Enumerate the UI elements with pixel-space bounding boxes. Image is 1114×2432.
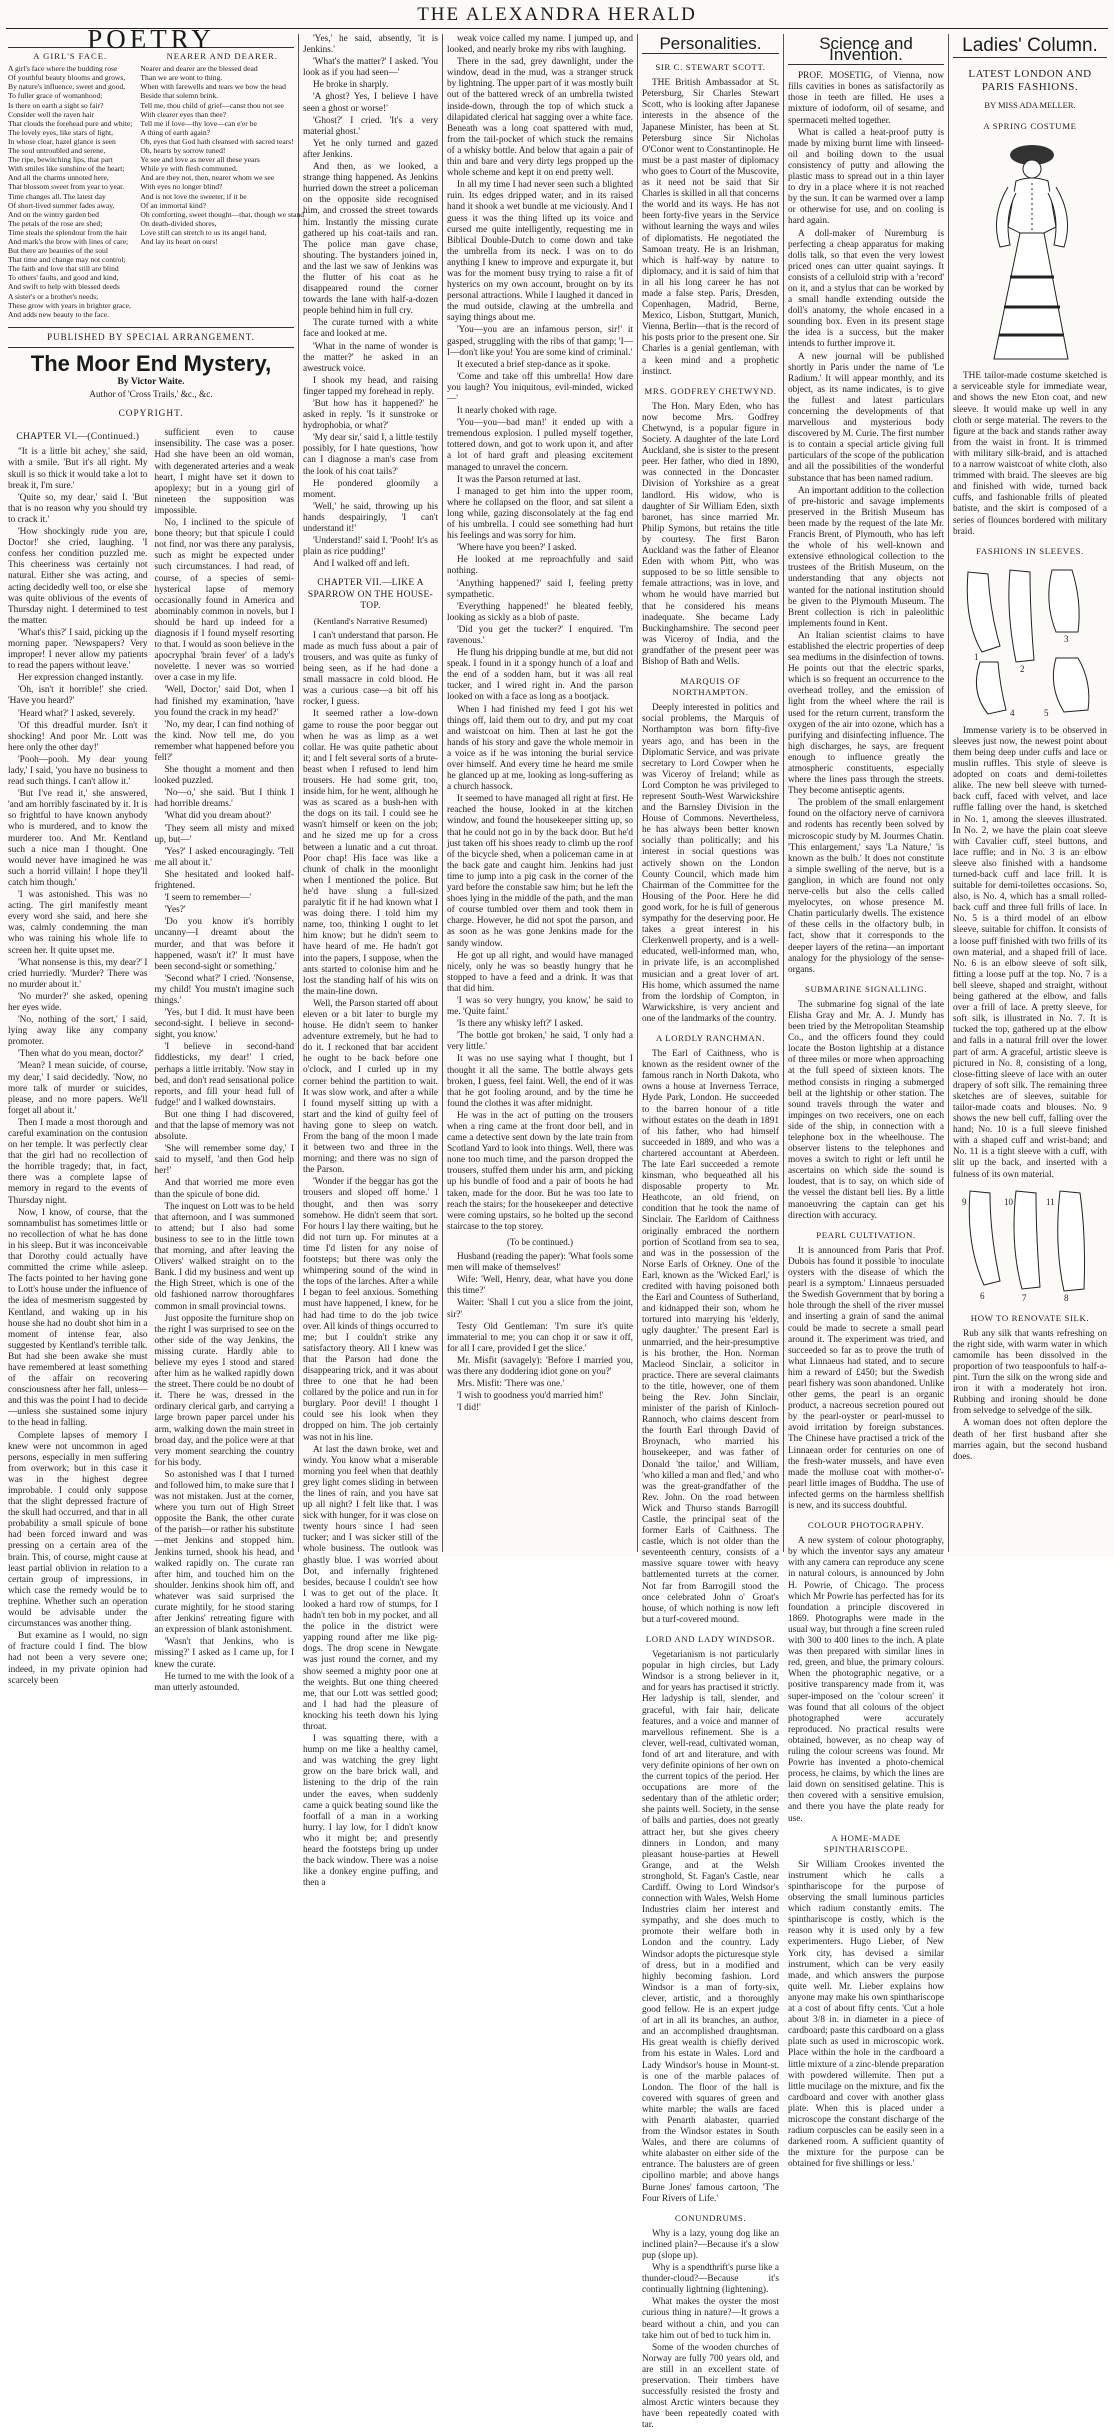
- serial-paragraph: 'Yes?' I asked encouragingly. 'Tell me all about it.': [154, 846, 294, 868]
- serial-paragraph: 'I was astonished. This was no acting. The girl manifestly meant every word she said, and here she was, calmly condemning the man who was raining his whole life to screen her. It quite upset me.: [8, 890, 148, 956]
- article-title: HOW TO RENOVATE SILK.: [970, 1312, 1090, 1323]
- poem-line: With eyes no longer blind?: [140, 182, 223, 192]
- poem-line: Oh, hearts by sorrow tuned!: [140, 146, 226, 156]
- serial-paragraph: Complete lapses of memory I knew were not uncommon in aged persons, especially in men suffering from overwork; but in this case it was in the highest degree improbable. I could only suppose that the slight depressed fracture of the skull had occurred, and that in all probability a small spicule of bone had been forced inward and was pressing on a certain area of the brain. This, of course, might cause at least partial oblivion in relation to a certain group of impressions, in which case the remedy would be to trephine. Whether such an operation would be advisable under the circumstances was another thing.: [8, 1430, 148, 1630]
- masthead-title: THE ALEXANDRA HERALD: [417, 4, 697, 25]
- poem-line: That clouds the forehead pure and white;: [8, 118, 133, 128]
- poem-line: A sister's or a brother's needs;: [8, 291, 99, 301]
- serial-paragraph: 'Mean? I mean suicide, of course, my dear,' I said decidedly. 'Now, no more talk of murder or suicides, please, and no more papers. We'll forget all about it.': [8, 1061, 148, 1116]
- serial-paragraph: 'I believe in second-hand fiddlesticks, my dear!' I cried, perhaps a little irritably. 'Now stay in bed, and don't read sensational police reports, and fill your head full of fudge!' and I walked downstairs.: [154, 1042, 294, 1108]
- poem-line: The soul untroubled and serene,: [8, 146, 106, 156]
- poem-line: A thing of earth again?: [140, 127, 211, 137]
- serial-paragraph: He flung his dripping bundle at me, but did not speak. I found in it a spongy hunch of a loaf and the end of a sodden ham, but it was all real tucker, and I wired right in. And the parson looked on with a face as long as a bootjack.: [447, 648, 633, 703]
- serial-paragraph: 'What in the name of wonder is the matter?' he asked in an awestruck voice.: [303, 341, 438, 374]
- jokes: [447, 1252, 633, 1414]
- article-title: A HOME-MADE SPINTHARISCOPE.: [823, 1832, 909, 1854]
- serial-paragraph: 'Is there any whisky left?' I asked.: [457, 1019, 583, 1030]
- serial-paragraph: 'You—you—bad man!' it ended up with a tremendous explosion. I pulled myself together, tottered down, and got to work upon it, and after a lot of hard graft and pleasing excitement managed to unravel the concern.: [447, 418, 633, 473]
- serial-paragraph: 'No murder?' she asked, opening her eyes wide.: [8, 991, 148, 1013]
- poems: [8, 51, 305, 319]
- serial-paragraph: 'What's the matter?' I asked. 'You look as if you had seen—': [303, 57, 438, 79]
- serial-paragraph: It executed a brief step-dance as it spoke.: [457, 359, 611, 370]
- sleeves-illustration: [960, 562, 1100, 722]
- serial-paragraph: 'Heard what?' I asked, severely.: [18, 708, 135, 719]
- poem-line: To others' faults, and good and kind,: [8, 273, 119, 283]
- poem-line: Love still can stretch to us its angel hand,: [140, 227, 267, 237]
- sleeve-number-label: 11: [1046, 1196, 1055, 1207]
- article-text: A woman does not often deplore the death of her first husband after she marries again, but the second husband does.: [953, 1418, 1107, 1462]
- article-text: The Earl of Caithness, who is known as the resident owner of the famous ranch in North Dakota, who owns a house at Inverness Terrace, Hyde Park, London. He succeeded to the barren honour of a title without estates on the death in 1891 of his father, who had himself succeeded in 1889, and who was a chartered accountant at Aberdeen. The late Earl succeeded a remote kinsman, who bequeathed all his disposable property to Mr. Heathcote, an old friend, on condition that he took the name of Sinclair. The Earldom of Caithness originally embraced the northern portion of Scotland from sea to sea, and was in the possession of the Norse Earls of Orkney. One of the Earl, known as the 'Wicked Earl,' is credited with having poisoned both the Earl and Countess of Sutherland, and kidnapped their son, whom he tortured into marrying his 'elderly, ugly daughter.' The present Earl is unmarried, and the heir-presumptive is his brother, the Hon. Norman Macleod Sinclair, a solicitor in practice. There are several claimants to the title, however, one of them being the Rev. John Sinclair, minister of the parish of Kinloch-Rannoch, who claims descent from the fourth Earl through David of Broynach, who married his housekeeper, and was father of Donald 'the tailor,' and William, 'who killed a man and fled,' and who was the great-grandfather of the Rev. John. On the road between Wick and Thurso stands Barrogill Castle, the principal seat of the former Earls of Caithness. The castle, which is not older than the seventeenth century, consists of a massive square tower with heavy battlemented turrets at the corner. Not far from Barrogill stood the once celebrated John o' Groat's house, of which nothing is now left but a turf-covered mound.: [642, 1049, 779, 1625]
- article-text: Vegetarianism is not particularly popular in high circles, but Lady Windsor is a strong believer in it, and for years has practised it strictly. Her ladyship is tall, slender, and graceful, with fair hair, delicate features, and a voice and manner of marvellous refinement. She is a clever, well-read, cultivated woman, fond of art and literature, and with very definite opinions of her own on the current topics of the period. Her occupations are more of the sedentary than of the athletic order; she paints well. Society, in the sense of balls and parties, does not greatly attract her, but she gives cheery dinners in London, and many pleasant house-parties at Hewell Grange, and at the Welsh stronghold, St. Fagan's Castle, near Cardiff. Owing to Lord Windsor's connection with Wales, Welsh Home Industries claim her interest and sympathy, and she does much to promote their welfare both in London and the country. Lady Windsor adopts the picturesque style of dress, but in a modified and highly becoming fashion. Lord Windsor is a man of forty-six, clever, artistic, and a thoroughly good fellow. He is an expert judge of art in all its branches, an author, and an accomplished draughtsman. His great wealth is chiefly derived from his estate in Wales. Lord and Lady Windsor's house in Mount-st. is one of the marble palaces of London. The floor of the hall is covered with squares of green and white marble; the walls are faced with Penarth alabaster, quarried from the Windsor estates in South Wales, and there are columns of white alabaster on either side of the entrance. The balusters are of green cipollino marble; and above hangs Burne Jones' famous cartoon, 'The Four Rivers of Life.': [642, 1650, 779, 2204]
- article-text: What is called a heat-proof putty is made by mixing burnt lime with linseed-oil and boiling down to the usual consistency of putty and allowing the plastic mass to spread out in a thin layer to dry in a place where it is not reached by the sun. It can be warmed over a lamp or otherwise for use, and on cooling is hard again.: [788, 127, 944, 227]
- serial-paragraph: When I had finished my feed I got his wet things off, laid them out to dry, and put my coat and waistcoat on him. Then at last he got the hands of his story and gave the whole memoir in a voice as if he was intoning the burial service over himself. And every time he heard me smile he glanced up at me, looking as long-suffering as a church hassock.: [447, 704, 633, 793]
- serial-paragraph: 'Anything happened?' said I, feeling pretty sympathetic.: [447, 578, 633, 600]
- serial-paragraph: 'Where have you been?' I asked.: [457, 543, 577, 554]
- serial-paragraph: It was the Parson returned at last.: [457, 474, 581, 485]
- article-text: Rub any silk that wants refreshing on the right side, with warm water in which camomile has been dissolved in the proportion of two teaspoonfuls to half-a-pint. Turn the silk on the wrong side and iron it with a moderately hot iron. Rubbing and ironing should be done from selvedge to selvedge of the silk.: [953, 1328, 1107, 1417]
- serial-paragraph: weak voice called my name. I jumped up, and looked, and nearly broke my ribs with laughing.: [447, 34, 633, 56]
- serial-paragraph: 'I seem to remember—': [164, 893, 252, 904]
- serial-paragraph: 'Ghost?' I cried. 'It's a very material ghost.': [303, 115, 438, 137]
- article-text: A new system of colour photography, by which the inventor says any amateur with any camera can reproduce any scene in natural colours, is announced by John H. Powrie, of Chicago. The process which Mr Powrie has perfected has for its foundation a principle discovered in 1869. Photographs were made in the usual way, but through a fine screen ruled with 300 to 400 lines to the inch. A plate was then prepared with similar lines in red, green, and blue, the primary colours. When the photographic negative, or a positive transparency made from it, was super-imposed on the 'colour screen' it was found that all colours of the object photographed were accurately reproduced. No practical results were obtained, however, as no cheap way of ruling the colour screens was found. Mr Powrie has invented a photo-chemical process, he claims, by which the lines are laid down on sensitised gelatine. This is then covered with a sensitive emulsion, and there you have the plate ready for use.: [788, 1536, 944, 1824]
- sleeve-number-label: 7: [1022, 1292, 1027, 1303]
- poem-line: When with farewells and tears we bow the head: [140, 82, 286, 92]
- serial-paragraph: 'What did you dream about?': [164, 811, 272, 822]
- serial-paragraph: 'No, my dear, I can find nothing of the kind. Now tell me, do you remember what happened before you fell?': [154, 719, 294, 763]
- article-title: A SPRING COSTUME: [983, 121, 1077, 132]
- serial-paragraph: It was no use saying what I thought, but I thought it all the same. The bottle always gets broken, I guess, feel faint. Well, the end of it was that he got fooling around, and by the time he found the clothes it was after midnight.: [447, 1054, 633, 1109]
- poem-line: Of short-lived summer fades away,: [8, 200, 115, 210]
- serial-paragraph: 'But I've read it,' she answered, 'and am horribly fascinated by it. It is so frightful to have known anybody who is murdered, and to know the murderer too. And Mr. Kentland such a nice man I thought. One would never have imagined he was such a horrid villain! I hope they'll catch him though.': [8, 789, 148, 888]
- poem-line: These grow with years in brighter grace,: [8, 300, 131, 310]
- poem-line: The lovely eyes, like stars of light,: [8, 127, 114, 137]
- poem-line: Ye see and love as never all these years: [140, 155, 260, 165]
- serial-paragraph: It seemed to have managed all right at first. He reached the house, looked in at the kitchen window, and found the housekeeper sitting up, so that he could not go in by the back door. But he'd just taken off his shoes ready to climb up the roof of the bicycle shed, when a policeman came in at the back gate and caught him. Jenkins had just time to jump into a pig cask in the corner of the yard before the constable saw him; but he left the shoes lying in the middle of the path, and the man of course tumbled over them and took them in charge. However, he did not spot the parson, and as soon as he was gone Jenkins made for the sandy window.: [447, 794, 633, 949]
- personalities-column: [642, 34, 779, 2431]
- poem-line: But there are beauties of the soul: [8, 246, 108, 256]
- serial-paragraph: No, I inclined to the spicule of bone theory; but that spicule I could not find, nor was there any paralysis, such as might be expected under such circumstances. I had read, of course, of a species of semi-hysterical lapse of memory occasionally found in America and abominably common in novels, but I should be hard up indeed for a diagnosis if I found myself resorting to that. I would as soon believe in the apocryphal 'brain fever' of a lady's novelette. I never was so worried over a case in my life.: [154, 518, 294, 684]
- article-title: CONUNDRUMS.: [674, 2212, 747, 2223]
- joke-paragraph: Waiter: 'Shall I cut you a slice from the joint, sir?': [447, 1298, 633, 1320]
- serial-column: [8, 24, 305, 1693]
- serial-paragraph: Well, the Parson started off about eleven or a bit later to burgle my house. He didn't seem to hanker adventure extremely, but he had to do it. I reckoned that bar accident he ought to be back before one o'clock, and I curled up in my corner behind the partition to wait. It was slow work, and after a while I found myself sitting up with a start and the kind of guilty feel of having gone to sleep on watch. From the bang of the moon I made it between two and three in the morning; and there was no sign of the Parson.: [303, 998, 438, 1176]
- poem-line: The ripe, bewitching lips, that part: [8, 155, 113, 165]
- serial-paragraph: 'The bottle got broken,' he said, 'I only had a very little.': [447, 1031, 633, 1053]
- joke-paragraph: Testy Old Gentleman: 'I'm sure it's quite immaterial to me; you can chop it or saw it off, for all I care, provided I get the slice.': [447, 1321, 633, 1354]
- serial-column-4: [447, 34, 633, 1552]
- article-title: MARQUIS OF NORTHAMPTON.: [672, 676, 749, 698]
- ladies-column: [953, 34, 1107, 1552]
- poem-line: Time changes all. The latest day: [8, 191, 106, 201]
- sleeve-number-label: 6: [980, 1290, 985, 1301]
- serial-paragraph: It seemed rather a low-down game to rouse the poor beggar out when he was as limp as a wet collar. He was quite pathetic about it; and I felt several sorts of a brute-beast when I refused to lend him trousers. He had some grit, too, inside him, for he went, although he was as scared as a bush-hen with the dogs on its tail. I could see he wasn't himself or keen on the job; and he sized me up for a cross between a lunatic and a cut throat. Poor chap! His face was like a chunk of chalk in the moonlight when I mentioned the police. But he'd have slung a full-sized paralytic fit if he had known what I was doing there. I told him my name, too, thinking I ought to let him know; but he didn't seem to have heard of me. He hadn't got into the papers, I suppose, when the ants started to colonise him and he lost the standing half of his wits on the main-line down.: [303, 709, 438, 997]
- poem-line: A girl's face where the budding rose: [8, 64, 118, 74]
- serial-paragraph: I managed to get him into the upper room, where he collapsed on the floor, and sat silent a long while, gazing disconsolately at the fag end of his umbrella. I could see something had hurt his feelings and was sorry for him.: [447, 486, 633, 542]
- sleeve-number-label: 4: [1010, 707, 1015, 718]
- serial-paragraph: 'Wasn't that Jenkins, who is missing?' I asked as I came up, for I knew the curate.: [154, 1637, 294, 1670]
- poem-line: The faith and love that still are blind: [8, 264, 119, 274]
- ladies-heading: Ladies' Column.: [953, 34, 1107, 58]
- serial-subcolumns: [8, 428, 294, 1695]
- serial-paragraph: He broke in sharply.: [313, 80, 389, 91]
- poem-line: And are they not, then, nearer whom we see: [140, 173, 275, 183]
- article-text: Some of the wooden churches of Norway are fully 700 years old, and are still in an excellent state of preservation. Their timbers have successfully resisted the frosty and almost Arctic winters because they have been repeatedly coated with tar.: [642, 2342, 779, 2431]
- serial-paragraph: I shook my head, and raising finger tapped my forehead in reply.: [303, 375, 438, 397]
- serial-paragraph: 'Yes,' he said, absently, 'it is Jenkins.': [303, 34, 438, 56]
- column-rule: [948, 34, 949, 1552]
- serial-paragraph: 'No—o,' she said. 'But I think I had horrible dreams.': [154, 788, 294, 810]
- serial-paragraph: 'Well, Doctor,' said Dot, when I had finished my examination, 'have you found the crack in my head?': [154, 685, 294, 718]
- serial-paragraph: 'Understand!' said I. 'Pooh! It's as plain as rice pudding!': [303, 536, 438, 558]
- sleeve-number-label: 9: [962, 1196, 967, 1207]
- article-text: A doll-maker of Nuremburg is perfecting a cheap apparatus for making dolls talk, so that even the very lowest priced ones can utter quaint sayings. It consists of a celluloid strip with a 'record' on it, and a stylus that can be worked by a small handle extending outside the doll's anatomy, the whole encased in a sounding box. Even in its present stage the idea is a success, but the maker intends to further improve it.: [788, 228, 944, 350]
- article-text: It is announced from Paris that Prof. Dubois has found it possible 'to inoculate oysters with the disease of which the pearl is a symptom.' Linnaeus persuaded the Swedish Government that by boring a hole through the shell of the river mussel and inserting a grain of sand the animal could be made to secrete a small pearl around it. The experiment was tried, and succeeded so far as to prove the truth of what Linnaeus had stated, and to secure him a reward of £450; but the Swedish pearl fishery was soon abandoned. Unlike other gems, the pearl is an organic product, a nacreous secretion poured out by the pearl-oyster or pearl-mussel to avoid irritation by foreign substances. The Chinese have practised a trick of the Linnaean order for centuries on one of the fresh-water mussels, and have even made the molluse coat with mother-o'-pearl little images of Buddha. The use of infected germs on the harmless shellfish is new, and its success doubtful.: [788, 1245, 944, 1511]
- serial-subcolumn-b: [155, 428, 295, 1695]
- serial-paragraph: 'Do you know it's horribly uncanny—I dreamt about the murder, and that was before it happened, wasn't it?' It must have been second-sight or something.': [154, 917, 294, 972]
- serial-paragraph: Then I made a most thorough and careful examination on the contusion on her temple. It was perfectly clear that the girl had no recollection of the horrible tragedy; that, in fact, there was a complete lapse of memory in regard to the events of Thursday night.: [8, 1117, 148, 1206]
- joke-paragraph: Mrs. Misfit: 'There was one.': [457, 1379, 565, 1390]
- article-title: SUBMARINE SIGNALLING.: [804, 983, 928, 994]
- poem-a-girls-face: [8, 52, 132, 319]
- article-text: Sir William Crookes invented the instrument which he calls a spinthariscope for the purpose of observing the small luminous particles which radium constantly emits. The spinthariscope is costly, which is the reason why it is used only by a few experimenters. Hugo Lieber, of New York city, has devised a similar instrument, which can be very easily made, and which answers the purpose quite well. Mr. Lieber explains how anyone may make his own spinthariscope at a cost of about fifty cents. 'Cut a hole about 3/8 in. in diameter in a piece of cardboard; paste this cardboard on a glass plate such as used in microscopic work. Place within the hole in the cardboard a little mixture of a zinc-blende preparation with powdered willemite. Then put a little mucilage on the mixture, and fix the cardboard and cover with another glass plate. When this is placed under a microscope the constant discharge of the radium corpuscles can be easily seen in a darkened room. A sufficient quantity of the mixture for the purpose can be obtained for five shillings or less.': [788, 1859, 944, 2170]
- joke-paragraph: 'I did!': [457, 1403, 481, 1414]
- poem-line: And mark's the brow with lines of care;: [8, 236, 129, 246]
- article-text: Immense variety is to be observed in sleeves just now, the newest point about them being deep under cuffs and lace or muslin ruffles. This style of sleeve is adopted on coats and demi-toilettes alike. The new bell sleeve with turned-back cuff, faced with velvet, and lace ruffle falling over the hand, is sketched in No. 1, among the sleeves illustrated. In No. 2, we have the plain coat sleeve with Cavalier cuff, steel buttons, and lace ruffle; and in No. 3 is an elbow sleeve also finished with a handsome turned-back cuff and lace frill. It is suitable for demi-toilettes occasions. So, also, is No. 4, which has a small rolled-back cuff and three full frills of lace. In No. 5 is a third model of an elbow sleeve, suitable for chiffon. It consists of a loose puff finished with two frills of its own material, and a shaped frill of lace. No. 6 is an elbow sleeve of soft silk, fitting a loose puff at the top. No. 7 is a bell sleeve, shaped and straight, without being gathered at the elbow, and falls over a frill of lace. A pretty sleeve, for soft silk, is illustrated in No. 7. It is tucked the top, gathered up at the elbow and falls in a natural frill over the lower part of arm. A graceful, artistic sleeve is pictured in No. 8, consisting of a long, close-fitting sleeve of lace with an outer drapery of soft silk. The remaining three sketches are of sleeves, suitable for tailor-made coats and blouses. No. 9 shows the new bell cuff, falling over the hand; No. 10 is a full sleeve finished with a shaped cuff and wrist-band; and No. 11 is a tight sleeve with a cuff, with slit up the back, and inserted with a fulness of its own material.: [953, 725, 1107, 1180]
- serial-paragraph: 'Oh, isn't it horrible!' she cried. 'Have you heard?': [8, 685, 148, 707]
- serial-paragraph: Just opposite the furniture shop on the right I was surprised to see on the other side of the way Jenkins, the missing curate. Hardly able to believe my eyes I stood and stared after him as he walked rapidly down the street. There could be no doubt of it. There he was, dressed in the ordinary clerical garb, and carrying a large brown paper parcel under his arm, walking down the main street in broad day, and the police were at that very moment searching the country for his body.: [154, 1313, 294, 1468]
- serial-text: [303, 631, 438, 1890]
- poem-line: Of an immortal kind?: [140, 200, 207, 210]
- poem-line: On death-divided shores,: [140, 218, 217, 228]
- serial-paragraph: Now, I know, of course, that the somnambulist has sometimes little or no recollection of what he has done in his sleep. But it was inconceivable that Dorothy could actually have committed the crime while asleep. The facts pointed to her having gone to Lott's house under the influence of the idea of mesmerism suggested by Kentland, and waking up in his house she had no doubt shot him in a moment of intense fear, also suggested by Kentland's terrible talk. But had she been awake she must have remembered at least something of the affair on recovering consciousness after her fall, unless—and this was the point I had to decide—unless she sustained some injury to the head in falling.: [8, 1207, 148, 1429]
- poem-line: And lay its heart on ours!: [140, 236, 218, 246]
- poem-line: That time and change may not control;: [8, 255, 126, 265]
- copyright-notice: COPYRIGHT.: [118, 409, 184, 420]
- joke-paragraph: Mr. Misfit (savagely): 'Before I married you, was there any doddering idiot gone on you?': [447, 1355, 633, 1377]
- serial-paragraph: 'I was so very hungry, you know,' he said to me. 'Quite faint.': [447, 995, 633, 1018]
- serial-paragraph: 'No, nothing of the sort,' I said, lying away like any company promoter.: [8, 1015, 148, 1048]
- fashion-subtitle: LATEST LONDON AND PARIS FASHIONS.: [968, 68, 1092, 94]
- serial-paragraph: Her expression changed instantly.: [18, 673, 144, 684]
- serial-paragraph: He got up all right, and would have managed nicely, only he was so beastly hungry that he stopped to have a feed and a drink. It was that that did him.: [447, 950, 633, 994]
- poem-title: A GIRL'S FACE.: [33, 51, 108, 62]
- costume-illustration: [970, 137, 1090, 367]
- joke-paragraph: Wife: 'Well, Henry, dear, what have you done this time?': [447, 1275, 633, 1297]
- joke-paragraph: Husband (reading the paper): 'What fools some men will make of themselves!': [447, 1252, 633, 1274]
- serial-column-3: [303, 34, 438, 1889]
- poem-title: NEARER AND DEARER.: [166, 51, 278, 62]
- poem-line: Tell me if love—thy love—can e'er be: [140, 118, 257, 128]
- poem-line: That blossom sweet from year to year.: [8, 182, 125, 192]
- serial-paragraph: But one thing I had discovered, and that the lapse of memory was not absolute.: [154, 1109, 294, 1143]
- serial-paragraph: sufficient even to cause insensibility. The case was a poser. Had she have been an old woman, with degenerated arteries and a weak heart, I might have set it down to apoplexy; but in a young girl of nineteen the supposition was impossible.: [154, 428, 294, 516]
- special-arrangement-banner: PUBLISHED BY SPECIAL ARRANGEMENT.: [8, 327, 294, 348]
- article-title: LORD AND LADY WINDSOR.: [645, 1633, 776, 1644]
- poem-line: And adds new beauty to the face.: [8, 309, 110, 319]
- serial-subcolumn-a: [8, 428, 148, 1695]
- serial-paragraph: He turned to me with the look of a man utterly astounded.: [154, 1671, 294, 1693]
- serial-paragraph: 'A ghost? Yes, I believe I have seen a ghost or worse!': [303, 92, 438, 114]
- serial-author-note: Author of 'Cross Trails,' &c., &c.: [89, 390, 213, 401]
- article-text: Deeply interested in politics and social problems, the Marquis of Northampton was born fifty-five years ago, and has been in the Diplomatic Service, and was private secretary to Lord Cowper when he was Viceroy of Ireland; while as Lord Compton he was privileged to represent South-West Warwickshire and the Barnsley Division in the House of Commons. Nevertheless, he has always been better known socially than politically; and his interest in social questions was actively shown on the London County Council, which made him Chairman of the Committee for the Housing of the Poor. Here he did good work, for he is full of generous sympathy for the deserving poor. He takes a great interest in his Clerkenwell property, and is a well-educated, well-informed man, who, in private life, is an accomplished musician and a great lover of art. His home, which assumed the name from the lordship of Compton, in Warwickshire, is very ancient and one of the landmarks of the country.: [642, 703, 779, 1024]
- serial-paragraph: 'How shockingly rude you are, Doctor!' she cried, laughing. 'I confess her condition puzzled me. This cheeriness was certainly not natural. Either she was acting, and acting decidedly well too, or else she was quite oblivious of the events of Thursday night. I determined to test the matter.: [8, 527, 148, 626]
- sleeves-illustration-2: [960, 1185, 1100, 1305]
- poem-line: Than we are wont to thing.: [140, 73, 223, 83]
- column-rule: [637, 34, 638, 1552]
- poem-lines: [8, 64, 132, 319]
- poem-line: While ye with flesh communed.: [140, 164, 238, 174]
- conundrum-item: What makes the oyster the most curious thing in nature?—It grows a beard without a chin, and you can take him out of bed to tuck him in.: [642, 2297, 779, 2341]
- article-title: FASHIONS IN SLEEVES.: [976, 545, 1084, 556]
- serial-paragraph: 'Did you get the tucker?' I enquired. 'I'm ravenous.': [447, 624, 633, 646]
- serial-paragraph: 'What nonsense is this, my dear?' I cried hurriedly. 'Murder? There was no murder about it.': [8, 957, 148, 990]
- poem-line: And swift to help with blessed deeds: [8, 282, 120, 292]
- poem-line: Is there on earth a sight so fair?: [8, 100, 104, 110]
- poem-nearer-and-dearer: [140, 52, 304, 319]
- poem-line: In whose clear, hazel glance is seen: [8, 136, 116, 146]
- serial-paragraph: 'What's this?' I said, picking up the morning paper. 'Newspapers? Very improper! I never allow my patients to read the papers without leave.': [8, 627, 148, 672]
- article-title: SIR C. STEWART SCOTT.: [655, 62, 766, 73]
- serial-paragraph: 'They seem all misty and mixed up, but—': [154, 823, 294, 845]
- serial-paragraph: 'Come and take off this umbrella! How dare you laugh? You iniquitous, evil-minded, wicked—': [447, 371, 633, 404]
- article-text: THE British Ambassador at St. Petersburg, Sir Charles Stewart Scott, who is looking after Japanese interests in the absence of the Japanese Minister, has been at St. Petersburg since Sir Nicholas O'Conor went to Constantinople. He must be a past master of diplomacy who goes to Court of the Muscovite, as it need not be said that Sir Charles is skilled in all that concerns the world and its ways. He has not been forty-five years in the Service without learning the ways and wiles of diplomatists. He negotiated the Samoan treaty. He is an Irishman, which is half-way by nature to diplomacy, and it is said of him that in all his long career he has not made a false step. Paris, Dresden, Copenhagen, Madrid, Berne, Mexico, Lisbon, Stuttgart, Munich, Vienna, Berlin—that is the record of his posts prior to the present one. Sir Charles is a genial gentleman, with a keen mind and a prophetic instinct.: [642, 78, 779, 377]
- article-text: The submarine fog signal of the late Elisha Gray and Mr. A. J. Mundy has been tried by the Metropolitan Steamship Co., and the officers found they could locate the Boston lightship at a distance of three miles or more when approaching at the full speed of sixteen knots. The method consists in ringing a submerged bell at the lightship or other station. The sound travels through the water and impinges on two receivers, one on each side of the ship, in connection with a telephone box in the wheelhouse. The observer listens to the telephones and moves a switch to right or left until he ascertains on which side the sound is loudest, that is to say, on which side of the vessel the distant bell lies. By a little manoeuvring the captain can get his direction with accuracy.: [788, 999, 944, 1221]
- serial-paragraph: 'Quite so, my dear,' said I. 'But that is no reason why you should try to crack it.': [8, 492, 148, 525]
- column-rule: [442, 34, 443, 1552]
- serial-paragraph: The inquest on Lott was to be held that afternoon, and I was summoned to attend; but I also had some business to see to in the little town that morning, and after leaving the Olivers' walked straight on to the Bank. I did my business and went up the High Street, which is one of the old fashioned narrow thoroughfares common in small provincial towns.: [154, 1201, 294, 1312]
- to-be-continued: (To be continued.): [506, 1236, 574, 1247]
- poem-line: Oh, eyes that God hath cleansed with sacred tears!: [140, 136, 294, 146]
- serial-text: [447, 34, 633, 1233]
- serial-paragraph: 'Pooh—pooh. My dear young lady,' I said, 'you have no business to read such things. I can't allow it.': [8, 754, 148, 788]
- serial-paragraph: "It is a little bit achey,' she said, with a smile. 'But it's all right. My skull is so thick it would take a lot to break it, I'm sure.': [8, 447, 148, 491]
- serial-paragraph: 'Wonder if the beggar has got the trousers and sloped off home.' I thought, and then was sorry somehow. He didn't seem that sort. For hours I lay there waiting, but he did not turn up. For minutes at a time I'd listen for any noise of footsteps; but there was only the whimpering sound of the wind in the tops of the larches. After a while I began to feel anxious. Something must have happened, I knew, for he had had time to do the job twice over. All kinds of things occurred to me; but I couldn't strike any satisfactory theory. All I knew was that the Parson had done the disappearing trick, and it was about three to one that he had been collared by the police and run in for burglary. Poor devil! I thought I could see his look when they dropped on him. The job certainly was not in his line.: [303, 1177, 438, 1443]
- poem-line: To fuller grace of womanhood;: [8, 91, 103, 101]
- science-column: [788, 34, 944, 2170]
- serial-paragraph: And I walked off and left.: [313, 559, 410, 570]
- article-text: A new journal will be published shortly in Paris under the name of 'Le Radium.' It will appear monthly, and its object, as its name indicates, is to give the fullest and latest particulars concerning the developments of that marvellous and mysterious body discovered by M. Curie. The first number is to contain a special article giving full particulars of the scope of the publication and all the possibilities of the wonderful substance that has been named radium.: [788, 351, 944, 484]
- sleeve-number-label: 10: [1004, 1196, 1013, 1207]
- serial-paragraph: 'Well,' he said, throwing up his hands despairingly, 'I can't understand it!': [303, 501, 438, 535]
- article-text: The Hon. Mary Eden, who has now become Mrs. Godfrey Chetwynd, is a popular figure in Society. A daughter of the late Lord Auckland, she is sister to the present peer. Her father, who died in 1890, was connected in the Doncaster Division of Yorkshire as a great landlord. His widow, who is daughter of Sir William Eden, sixth baronet, has since married Mr. Philip Symons, but retains the title by courtesy. The first Baron Auckland was the father of Eleanor Eden with whom Pitt, who was supposed to be so little sensible to female attractions, was in love, and whom he would have married but that he considered his means inadequate. She became Lady Buckinghamshire. The second peer was Viceroy of India, and the grandfather of the present peer was Bishop of Bath and Wells.: [642, 401, 779, 667]
- serial-paragraph: He pondered gloomily a moment.: [303, 478, 438, 500]
- serial-paragraph: 'But how has it happened?' he asked in reply. 'Is it sunstroke or hydrophobia, or what?': [303, 399, 438, 432]
- serial-paragraph: But examine as I would, no sign of fracture could I find. The blow had not been a very severe one; indeed, in my private opinion had scarcely been: [8, 1631, 148, 1686]
- serial-paragraph: At last the dawn broke, wet and windy. You know what a miserable morning you feel when that deathly grey light comes sliding in between the lines of rain, and you have sat up all night? I felt like that. I was sick with hunger, for it was close on twenty hours since I had seen tucker; and I was sicker still of the whole business. The outlook was ghastly blue. I was worried about Dot, and infernally frightened besides, because I couldn't see how I was to get out of the place. It looked a hard row of stumps, for I hadn't ten bob in my pocket, and all the police in the district were yapping round after me like pig-dogs. The drop scene in Newgate was just round the corner, and my show seemed a mighty poor one at the weights. But one thing cheered me, that our Lott was settled good; and I had had the pleasure of knocking his teeth down his lying throat.: [303, 1444, 438, 1732]
- poem-line: And all the charms unnoted here,: [8, 173, 109, 183]
- poem-line: The petals of the rose are shed;: [8, 218, 103, 228]
- personalities-heading: Personalities.: [642, 34, 779, 54]
- serial-title: The Moor End Mystery,: [30, 350, 272, 376]
- sleeve-number-label: 1: [974, 651, 979, 662]
- poetry-heading: POETRY: [8, 34, 294, 48]
- serial-paragraph: 'You—you are an infamous person, sir!' it gasped, struggling with the ribs of that gamp; 'I—I—don't like you! You are some kind of criminal.': [447, 325, 633, 358]
- poem-line: By nature's influence, sweet and good,: [8, 82, 126, 92]
- article-title: MRS. GODFREY CHETWYND.: [644, 385, 777, 396]
- poem-line: With smiles like sunshine of the heart;: [8, 164, 125, 174]
- serial-paragraph: 'My dear sir,' said I, a little testily possibly, for I hate questions, 'how can I diagnose a man's case from the look of his coat tails?': [303, 433, 438, 477]
- science-heading: Science and Invention.: [788, 34, 944, 65]
- serial-paragraph: 'Of this dreadful murder. Isn't it shocking! And poor Mr. Lott was here only the other day!': [8, 720, 148, 753]
- serial-text: [155, 428, 295, 1694]
- serial-paragraph: He was in the act of putting on the trousers when a ring came at the front door bell, and in came a detective sent down by the late train from Scotland Yard to look into things. Well, there was none too much time, and the parson dropped the trousers, stuffed them under his arm, and picking up his bundle of food and a pair of boots he had taken, made for the door. But he was too late to reach the stairs; for the housekeeper and detective were coming upstairs, so he bolted up the second staircase to the top storey.: [447, 1110, 633, 1232]
- serial-paragraph: She thought a moment and then looked puzzled.: [154, 765, 294, 787]
- article-title: A LORDLY RANCHMAN.: [655, 1032, 766, 1043]
- conundrum-item: Why is a spendthrift's purse like a thunder-cloud?—Because it's continually lightning (lightening).: [642, 2263, 779, 2296]
- serial-paragraph: He looked at me reproachfully and said nothing.: [447, 555, 633, 577]
- sleeve-number-label: 8: [1064, 1292, 1069, 1303]
- narrative-note: (Kentland's Narrative Resumed): [313, 615, 428, 626]
- poem-line: Consider well the raven hair: [8, 109, 95, 119]
- serial-paragraph: She hesitated and looked half-frightened.: [154, 869, 294, 892]
- joke-paragraph: 'I wish to goodness you'd married him!': [457, 1391, 604, 1402]
- article-title: COLOUR PHOTOGRAPHY.: [807, 1520, 925, 1531]
- serial-paragraph: I can't understand that parson. He made as much fuss about a pair of trousers, and was quite as funky of being seen, as if he had done a small massacre in cold blood. He was a curious case—a bit off his rocker, I guess.: [303, 630, 438, 708]
- poem-line: Oh comforting, sweet thought—that, though we stand: [140, 209, 305, 219]
- article-text: The problem of the small enlargement found on the olfactory nerve of carnivora and rodents has recently been solved by microscopic study by M. Jourmes Chatin. 'This enlargement,' says 'La Nature,' 'is known as the bulb.' It does not constitute a simple swelling of the nerve, but is a ganglion, in which are found not only nerve-cells but also the cells called myelocytes, on whose presence M. Chatin particularly dwells. The existence of these cells in the olfactory bulb, in fact, show that it corresponds to the deeper layers of the retina—an important analogy for the physiology of the sense-organs.: [788, 798, 944, 975]
- sleeve-number-label: 3: [1064, 633, 1069, 644]
- poem-line: And is not love the sweeter, if it be: [140, 191, 247, 201]
- serial-byline: By Victor Waite.: [117, 377, 185, 387]
- serial-paragraph: There in the sad, grey dawnlight, under the window, dead in the mud, was a stranger struck by lightning. The upper part of it was mostly built out of the battered wreck of an umbrella twisted inside-down, through the top of which stuck a dilapidated clerical hat sagging over a white face. Beneath was a long coat spattered with mud, from the tail-pocket of which stuck the remains of a whisky bottle. And below that again a pair of thin and bare and very dirty legs propped up the whole scheme and kept it on end pretty well.: [447, 57, 633, 179]
- serial-paragraph: I was squatting there, with a hump on me like a healthy camel, and was watching the grey light grow on the bare brick wall, and listening to the drip of the rain under the eaves, when suddenly came a quick beating sound like the footfall of a man in a working hurry. I lay low, for I didn't know who it might be; and presently heard the footsteps bring up under the back window. There was a noise like a donkey engine puffing, and then a: [303, 1734, 438, 1889]
- serial-text: [8, 447, 148, 1686]
- serial-paragraph: The curate turned with a white face and looked at me.: [303, 318, 438, 340]
- poem-line: And on the wintry garden bed: [8, 209, 99, 219]
- article-text: An important addition to the collection of pre-historic and savage implements preserved in the British Museum has been made by the request of the late Mr. Francis Brent, of Plymouth, who has left the whole of his well-known and extensive ethnological collection to the trustees of the British Museum, on the understanding that any objects not wanted for the national institution should be given to the Plymouth Museum. The Brent collection is rich in paleolithic implements found in Kent.: [788, 485, 944, 629]
- serial-text: [303, 34, 438, 570]
- serial-paragraph: 'She will remember some day,' I said to myself, 'and then God help her!': [154, 1144, 294, 1177]
- poem-line: With clearer eyes than thee?: [140, 109, 227, 119]
- serial-paragraph: And that worried me more even than the spicule of bone did.: [154, 1178, 294, 1200]
- serial-paragraph: So astonished was I that I turned and followed him, to make sure that I was not mistaken. Just at the corner, where you turn out of High Street opposite the Bank, the other curate of the parish—or rather his substitute—met Jenkins and stopped him. Jenkins turned, shook his head, and walked rapidly on. The curate ran after him, and touched him on the shoulder. Jenkins shook him off, and whatever was said surprised the curate mightily, for he stood staring after Jenkins' retreating figure with an expression of blank astonishment.: [154, 1469, 294, 1636]
- serial-paragraph: And then, as we looked, a strange thing happened. As Jenkins hurried down the street a policeman on the opposite side recognised him, and crossed the street towards him. Instantly the missing curate gathered up his coat-tails and ran. The police man gave chase, shouting. The bystanders joined in, and the last we saw of Jenkins was the flutter of his coat as he disappeared round the corner towards the lane with half-a-dozen people behind him in full cry.: [303, 162, 438, 317]
- poem-line: Tell me, thou child of grief—canst thou not see: [140, 100, 284, 110]
- ladies-byline: BY MISS ADA MELLER.: [984, 100, 1076, 111]
- sleeve-number-label: 2: [1020, 663, 1025, 674]
- article-text: THE tailor-made costume sketched is a serviceable style for immediate wear, and shows the new Eton coat, and new sleeve. It would make up well in any cloth or serge material. The revers to the figure at the back and stands rather away from the waist in front. It is trimmed with military silk-braid, and is attached to a narrow waistcoat of white cloth, also trimmed with braid. The sleeves are big and finished with wide, turned back cuffs, and fashionable frills of pleated batiste, and the skirt is composed of a series of flounces bordered with military braid.: [953, 371, 1107, 537]
- poem-line: Time steals the splendour from the hair: [8, 227, 128, 237]
- conundrum-list: [642, 2229, 779, 2342]
- serial-paragraph: It nearly choked with rage.: [457, 406, 557, 417]
- serial-paragraph: Yet he only turned and gazed after Jenkins.: [303, 138, 438, 160]
- serial-paragraph: 'Second what?' I cried. 'Nonsense, my child! You mustn't imagine such things.': [154, 973, 294, 1006]
- serial-paragraph: In all my time I had never seen such a blighted ruin. Its edges dripped water, and in its raised hand it shook a wet bundle at me viciously. And I guess it was the thing lifted up its voice and cursed me quite intelligently, requesting me in Biblical Double-Dutch to come down and take the umbrella from its neck. I was on to do anything I knew to improve and expurgate it, but was for the moment busy trying to raise a fit of hysterics on my own account, brought on by its personal attractions. While I laughed it danced in the mud outside, clawing at the umbrella and saying things about me.: [447, 180, 633, 324]
- chapter-heading: CHAPTER VI.—(Continued.): [16, 432, 140, 443]
- column-rule: [783, 34, 784, 1552]
- poem-line: Beside that solemn brink.: [140, 91, 219, 101]
- poem-line: Of youthful beauty blooms and grows,: [8, 73, 126, 83]
- serial-paragraph: 'Yes, but I did. It must have been second-sight. I believe in second-sight, you know.': [154, 1008, 294, 1041]
- article-text: PROF. MOSETIG, of Vienna, now fills cavities in bones as satisfactorily as those in teeth are filled. He uses a mixture of iodoform, oil of sesame, and spermaceti melted together.: [788, 71, 944, 126]
- article-title: PEARL CULTIVATION.: [816, 1229, 916, 1240]
- serial-paragraph: 'Everything happened!' he bleated feebly, looking as sickly as a blob of paste.: [447, 601, 633, 623]
- chapter-heading: CHAPTER VII.—LIKE A SPARROW ON THE HOUSE-TOP.: [307, 578, 434, 611]
- sleeve-number-label: 5: [1044, 707, 1049, 718]
- conundrum-item: Why is a lazy, young dog like an inclined plain?—Because it's a slow pup (slope up).: [642, 2228, 779, 2261]
- serial-paragraph: 'Yes?': [164, 905, 186, 916]
- article-text: An Italian scientist claims to have established the electric properties of deep sea mediums in the disinfection of towns. He points out that the electric sparks, which is so frequent an occurrence to the overhead trolley, and the emission of light from the wheel where the rail is used for the return current, transform the oxygen of the air into ozone, which has a purifying and disinfecting influence. The high discharges, he says, are frequent enough to influence greatly the atmospheric constituents, especially where the lines pass through the streets. They become antiseptic agents.: [788, 630, 944, 797]
- poem-line: Nearer and dearer are the blessed dead: [140, 64, 258, 74]
- poem-lines: [140, 64, 304, 246]
- serial-paragraph: 'Then what do you mean, doctor?': [18, 1049, 144, 1060]
